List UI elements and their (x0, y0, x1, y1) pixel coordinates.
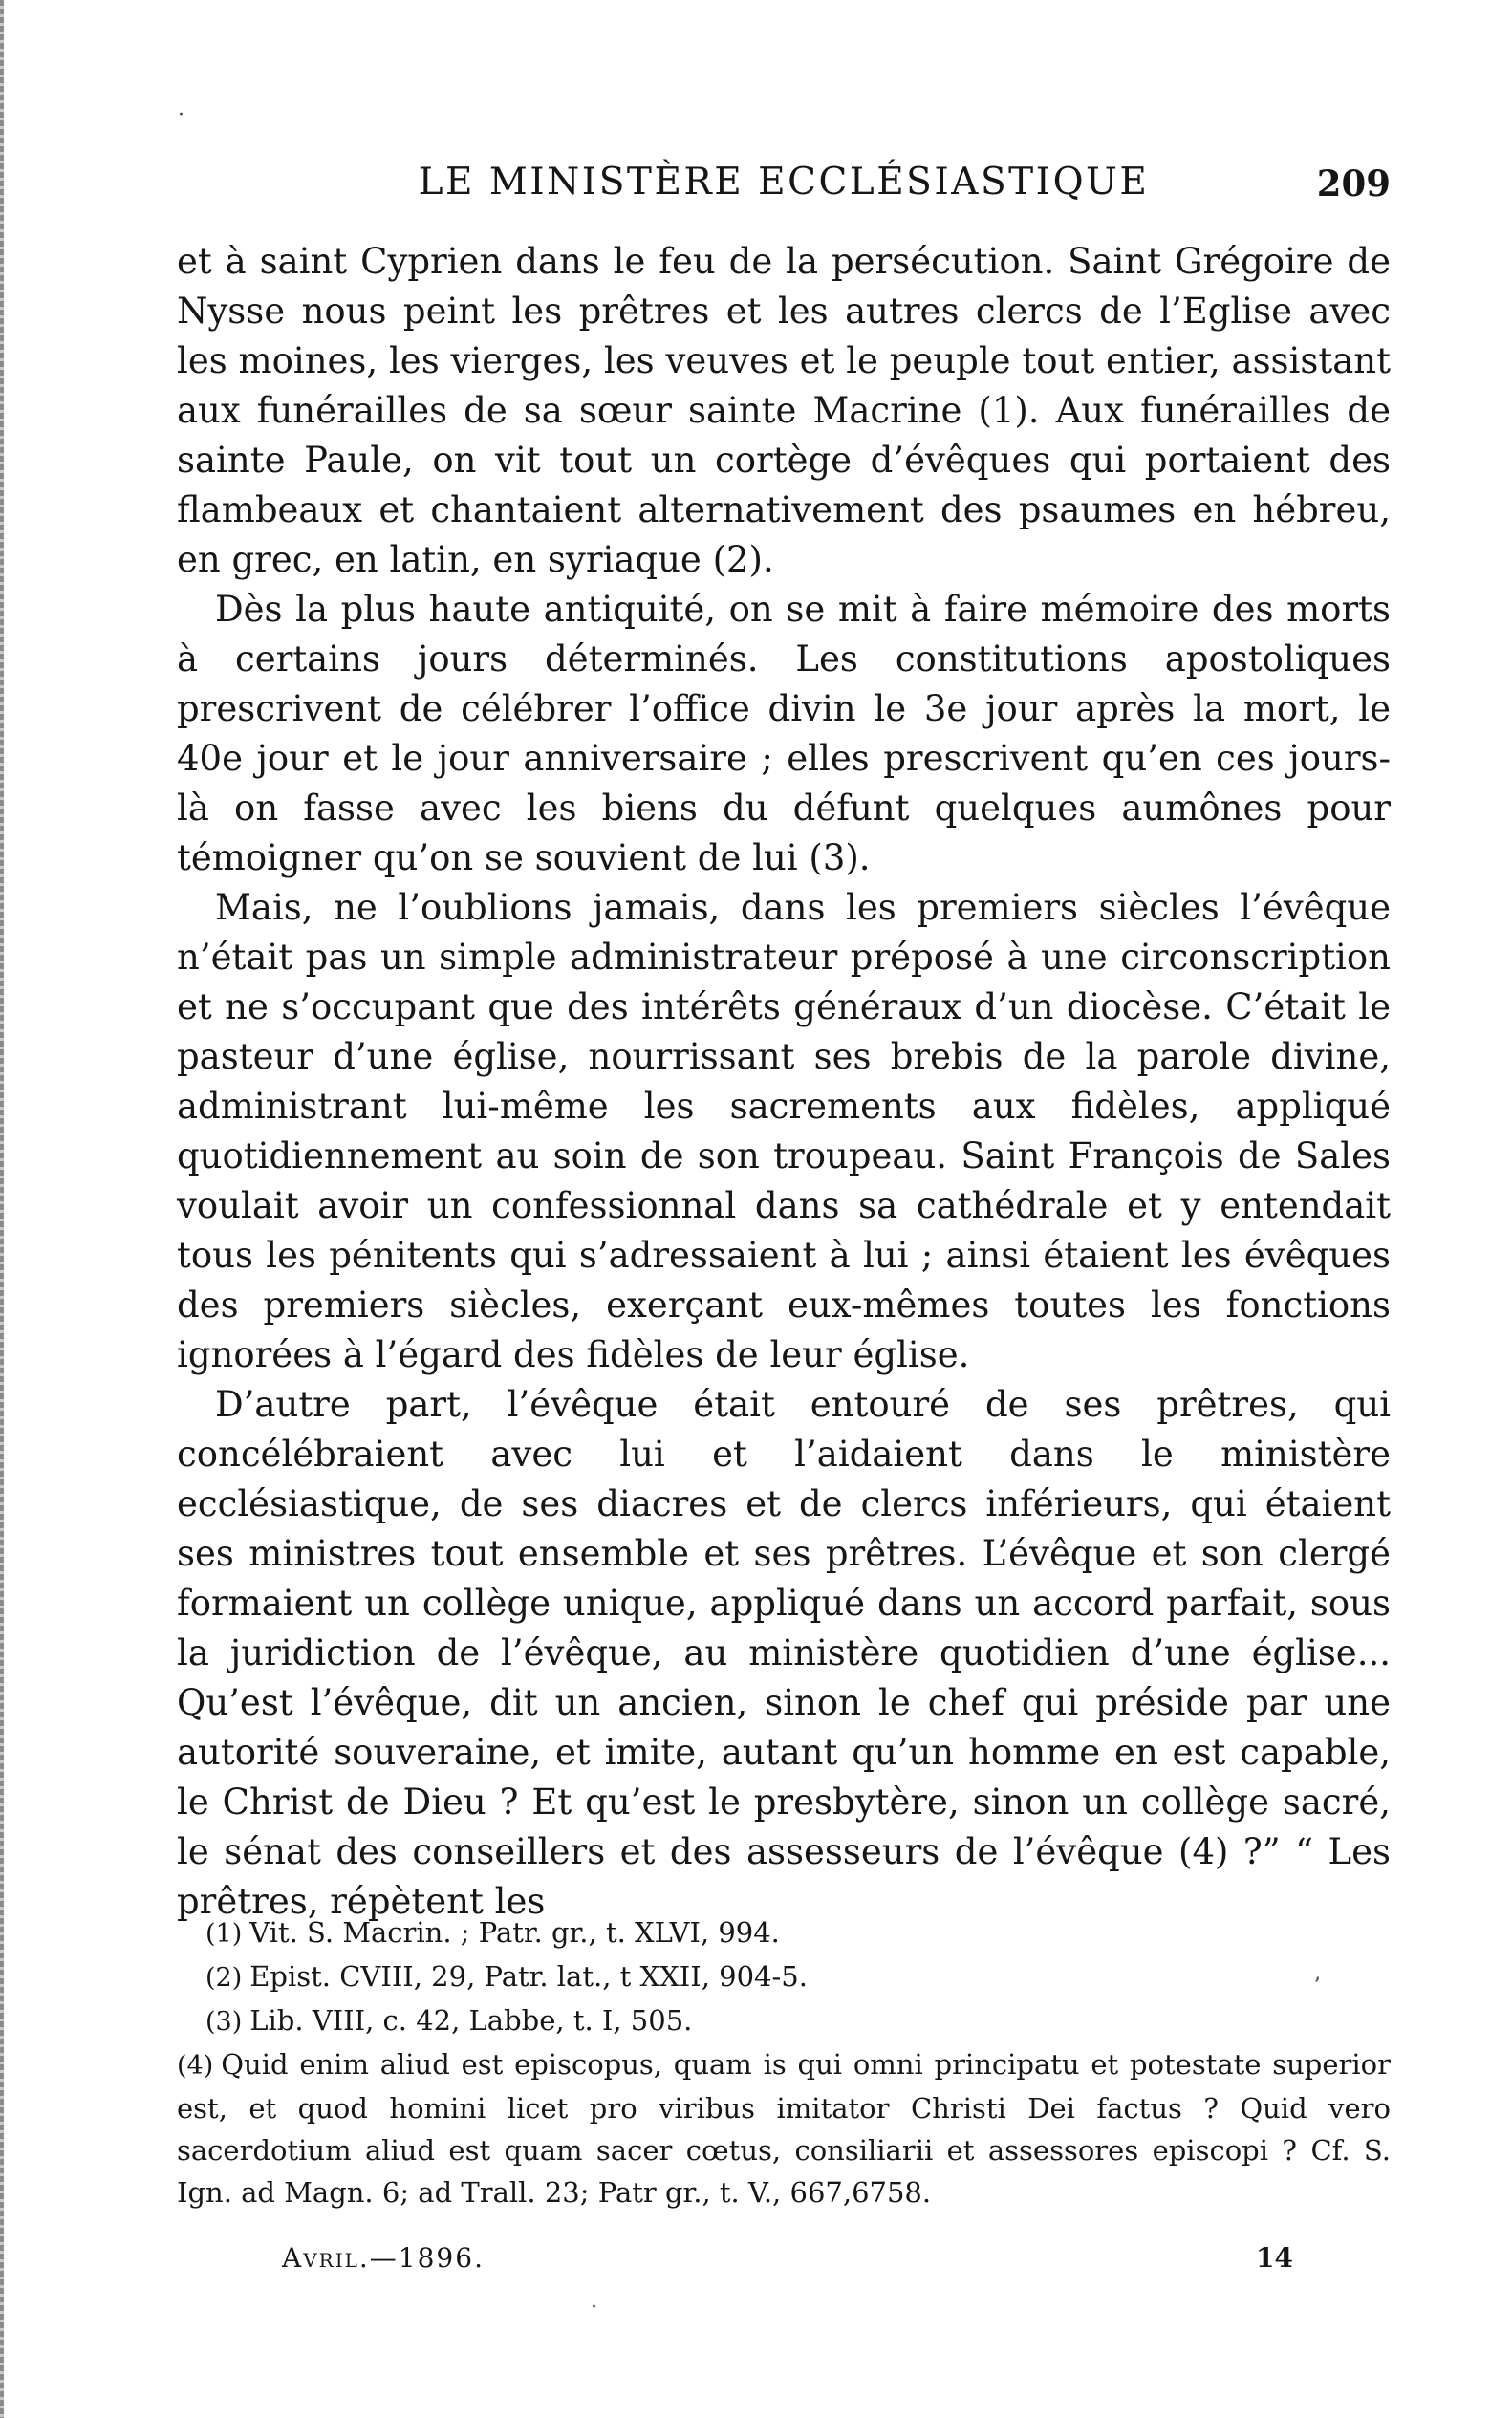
footnote-marker: (4) (177, 2051, 214, 2081)
paragraph: Mais, ne l’oublions jamais, dans les premiers siècles l’évêque n’était pas un simple administrateur préposé à une circonscription et ne s’occupant que des intérêts généraux d’un diocèse. C’était le pasteur d’une église, nourrissant ses brebis de la parole divine, administrant lui-même les sacrements aux fidèles, appliqué quotidiennement au soin de son troupeau. Saint François de Sales voulait avoir un confessionnal dans sa cathédrale et y entendait tous les pénitents qui s’adressaient à lui ; ainsi étaient les évêques des premiers siècles, exerçant eux-mêmes toutes les fonctions ignorées à l’égard des fidèles de leur église. (177, 887, 1391, 1375)
stray-mark: · (591, 2296, 597, 2320)
footnote-marker: (3) (205, 2007, 243, 2037)
page-number: 209 (1316, 162, 1391, 205)
footnote-marker: (2) (205, 1963, 243, 1993)
footnote (205, 1911, 1391, 1955)
signature-line (282, 2242, 1293, 2284)
running-title: LE MINISTÈRE ECCLÉSIASTIQUE (418, 161, 1150, 204)
footnote-text: Epist. CVIII, 29, Patr. lat., t XXII, 904-5. (249, 1960, 808, 1993)
paragraph: D’autre part, l’évêque était entouré de ses prêtres, qui concélébraient avec lui et l’aidaient dans le ministère ecclésiastique, de ses diacres et de clercs inférieurs, qui étaient ses ministres tout ensemble et ses prêtres. L’évêque et son clergé formaient un collège unique, appliqué dans un accord parfait, sous la juridiction de l’évêque, au ministère quotidien d’une église... Qu’est l’évêque, dit un ancien, sinon le chef qui préside par une autorité souveraine, et imite, autant qu’un homme en est capable, le Christ de Dieu ? Et qu’est le presbytère, sinon un collège sacré, le sénat des conseillers et des assesseurs de l’évêque (4) ?” “ Les prêtres, répètent les (177, 1384, 1391, 1922)
scan-left-edge (0, 0, 4, 2418)
footnote (177, 2043, 1391, 2213)
footnotes (177, 1911, 1391, 2246)
issue-date: Avril.—1896. (282, 2242, 485, 2274)
body-text (177, 237, 1391, 1922)
footnote (205, 1955, 1391, 1999)
footnote-text: Vit. S. Macrin. ; Patr. gr., t. XLVI, 994. (249, 1916, 780, 1949)
footnote-text: Quid enim aliud est episcopus, quam is qui omni principatu et potestate superior est, et quod homini licet pro viribus imitator Christi Dei factus ? Quid vero sacerdotium aliud est quam sacer cœtus, consiliarii et assessores episcopi ? Cf. S. Ign. ad Magn. 6; ad Trall. 23; Patr gr., t. V., 667,6758. (177, 2048, 1391, 2209)
footnote-text: Lib. VIII, c. 42, Labbe, t. I, 505. (249, 2004, 693, 2037)
paragraph: et à saint Cyprien dans le feu de la persécution. Saint Grégoire de Nysse nous peint les prêtres et les autres clercs de l’Eglise avec les moines, les vierges, les veuves et le peuple tout entier, assistant aux funérailles de sa sœur sainte Macrine (1). Aux funérailles de sainte Paule, on vit tout un cortège d’évêques qui portaient des flambeaux et chantaient alternativement des psaumes en hébreu, en grec, en latin, en syriaque (2). (177, 241, 1391, 580)
page-header (177, 161, 1391, 218)
footnote-marker: (1) (205, 1919, 243, 1949)
sheet-number: 14 (1256, 2242, 1293, 2274)
footnote (205, 1999, 1391, 2043)
stray-mark: · (178, 103, 184, 127)
paragraph: Dès la plus haute antiquité, on se mit à faire mémoire des morts à certains jours déterminés. Les constitutions apostoliques prescrivent de célébrer l’office divin le 3e jour après la mort, le 40e jour et le jour anniversaire ; elles prescrivent qu’en ces jours-là on fasse avec les biens du défunt quelques aumônes pour témoigner qu’on se souvient de lui (3). (177, 589, 1391, 878)
stray-mark: ʼ (1313, 1975, 1320, 1998)
